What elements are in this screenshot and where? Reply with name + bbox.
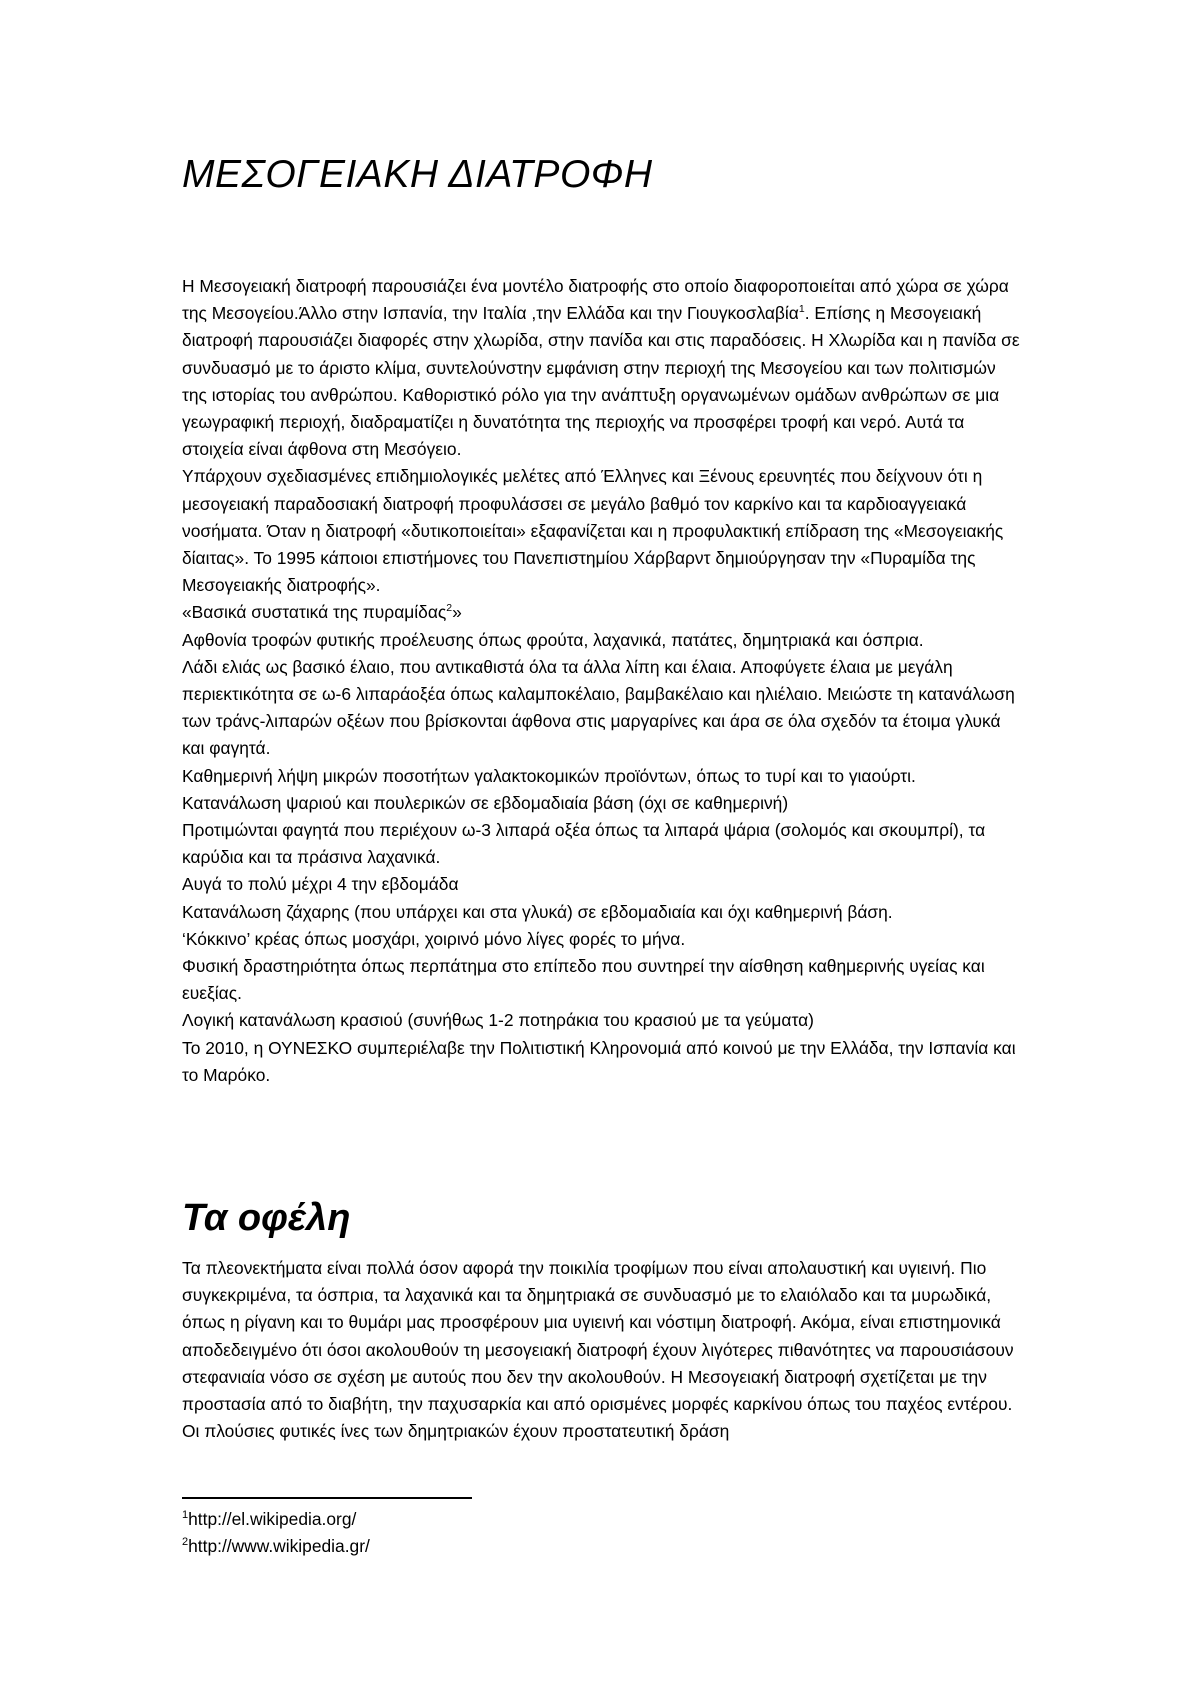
footnote-reference[interactable]: 2 — [446, 602, 453, 615]
paragraph: Λογική κατανάλωση κρασιού (συνήθως 1-2 ποτηράκια του κρασιού με τα γεύματα) — [182, 1010, 814, 1031]
page-title: ΜΕΣΟΓΕΙΑΚΗ ΔΙΑΤΡΟΦΗ — [182, 153, 653, 196]
paragraph: Η Μεσογειακή διατροφή παρουσιάζει ένα μοντέλο διατροφής στο οποίο διαφοροποιείται από χώρα σε χώρα της Μεσογείου.Άλλο στην Ισπανία, την Ιταλία ,την Ελλάδα και την Γιουγκοσλαβία$^1$. Επίσης η Μεσογειακή διατροφή παρουσιάζει διαφορές στην χλωρίδα, στην πανίδα και στις παραδόσεις. Η Χλωρίδα και η πανίδα σε συνδυασμό με το άριστο κλίμα, συντελούνστην εμφάνιση στην περιοχή της Μεσογείου και των πολιτισμών της ιστορίας του ανθρώπου. Καθοριστικό ρόλο για την ανάπτυξη οργανωμένων ομάδων ανθρώπων σε μια γεωγραφική περιοχή, διαδραματίζει η δυνατότητα της περιοχής να προσφέρει τροφή και νερό. Αυτά τα στοιχεία είναι άφθονα στη Μεσόγειο. — [182, 276, 1020, 460]
benefits-text — [182, 1255, 1022, 1445]
footnote-item — [182, 1506, 782, 1533]
intro-text — [182, 273, 1022, 1089]
paragraph: Υπάρχουν σχεδιασμένες επιδημιολογικές μελέτες από Έλληνες και Ξένους ερευνητές που δείχνουν ότι η μεσογειακή παραδοσιακή διατροφή προφυλάσσει σε μεγάλο βαθμό τον καρκίνο και τα καρδιοαγγειακά νοσήματα. Όταν η διατροφή «δυτικοποιείται» εξαφανίζεται και η προφυλακτική επίδραση της «Μεσογειακής δίαιτας». Το 1995 κάποιοι επιστήμονες του Πανεπιστημίου Χάρβαρντ δημιούργησαν την «Πυραμίδα της Μεσογειακής διατροφής». — [182, 466, 1004, 596]
footnote-mark: 1 — [182, 1509, 189, 1522]
footnotes — [182, 1506, 782, 1560]
paragraph: Κατανάλωση ψαριού και πουλερικών σε εβδομαδιαία βάση (όχι σε καθημερινή) — [182, 792, 789, 813]
paragraph: Καθημερινή λήψη μικρών ποσοτήτων γαλακτοκομικών προϊόντων, όπως το τυρί και το γιαούρτι. — [182, 765, 916, 786]
paragraph: «Βασικά συστατικά της πυραμίδας$^2$» — [182, 602, 462, 623]
paragraph: ‘Κόκκινο’ κρέας όπως μοσχάρι, χοιρινό μόνο λίγες φορές το μήνα. — [182, 928, 686, 949]
section-heading-benefits: Τα οφέλη — [182, 1197, 351, 1239]
footnote-item — [182, 1533, 782, 1560]
footnote-link[interactable]: http://www.wikipedia.gr/ — [188, 1536, 370, 1556]
paragraph: Τα πλεονεκτήματα είναι πολλά όσον αφορά την ποικιλία τροφίμων που είναι απολαυστική και υγιεινή. Πιο συγκεκριμένα, τα όσπρια, τα λαχανικά και τα δημητριακά σε συνδυασμό με το ελαιόλαδο και τα μυρωδικά, όπως η ρίγανη και το θυμάρι μας προσφέρουν μια υγιεινή και νόστιμη διατροφή. Ακόμα, είναι επιστημονικά αποδεδειγμένο ότι όσοι ακολουθούν τη μεσογειακή διατροφή έχουν λιγότερες πιθανότητες να παρουσιάσουν στεφανιαία νόσο σε σχέση με αυτούς που δεν την ακολουθούν. Η Μεσογειακή διατροφή σχετίζεται με την προστασία από το διαβήτη, την παχυσαρκία και από ορισμένες μορφές καρκίνου όπως του παχέος εντέρου. Οι πλούσιες φυτικές ίνες των δημητριακών έχουν προστατευτική δράση — [182, 1258, 1014, 1442]
footnote-reference[interactable]: 1 — [798, 303, 805, 316]
paragraph: Προτιμώνται φαγητά που περιέχουν ω-3 λιπαρά οξέα όπως τα λιπαρά ψάρια (σολομός και σκουμπρί), τα καρύδια και τα πράσινα λαχανικά. — [182, 820, 986, 868]
paragraph: Αφθονία τροφών φυτικής προέλευσης όπως φρούτα, λαχανικά, πατάτες, δημητριακά και όσπρια. — [182, 629, 924, 650]
paragraph: Κατανάλωση ζάχαρης (που υπάρχει και στα γλυκά) σε εβδομαδιαία και όχι καθημερινή βάση. — [182, 901, 893, 922]
footnote-link[interactable]: http://el.wikipedia.org/ — [188, 1509, 357, 1529]
paragraph: Λάδι ελιάς ως βασικό έλαιο, που αντικαθιστά όλα τα άλλα λίπη και έλαια. Αποφύγετε έλαια με μεγάλη περιεκτικότητα σε ω-6 λιπαράοξέα όπως καλαμποκέλαιο, βαμβακέλαιο και ηλιέλαιο. Μειώστε τη κατανάλωση των τράνς-λιπαρών οξέων που βρίσκονται άφθονα στις μαργαρίνες και άρα σε όλα σχεδόν τα έτοιμα γλυκά και φαγητά. — [182, 656, 1015, 759]
paragraph: Φυσική δραστηριότητα όπως περπάτημα στο επίπεδο που συντηρεί την αίσθηση καθημερινής υγείας και ευεξίας. — [182, 956, 985, 1004]
footnote-mark: 2 — [182, 1536, 189, 1549]
paragraph: Αυγά το πολύ μέχρι 4 την εβδομάδα — [182, 874, 459, 895]
paragraph: Το 2010, η ΟΥΝΕΣΚΟ συμπεριέλαβε την Πολιτιστική Κληρονομιά από κοινού με την Ελλάδα, την Ισπανία και το Μαρόκο. — [182, 1037, 1016, 1085]
footnote-separator — [182, 1497, 472, 1499]
